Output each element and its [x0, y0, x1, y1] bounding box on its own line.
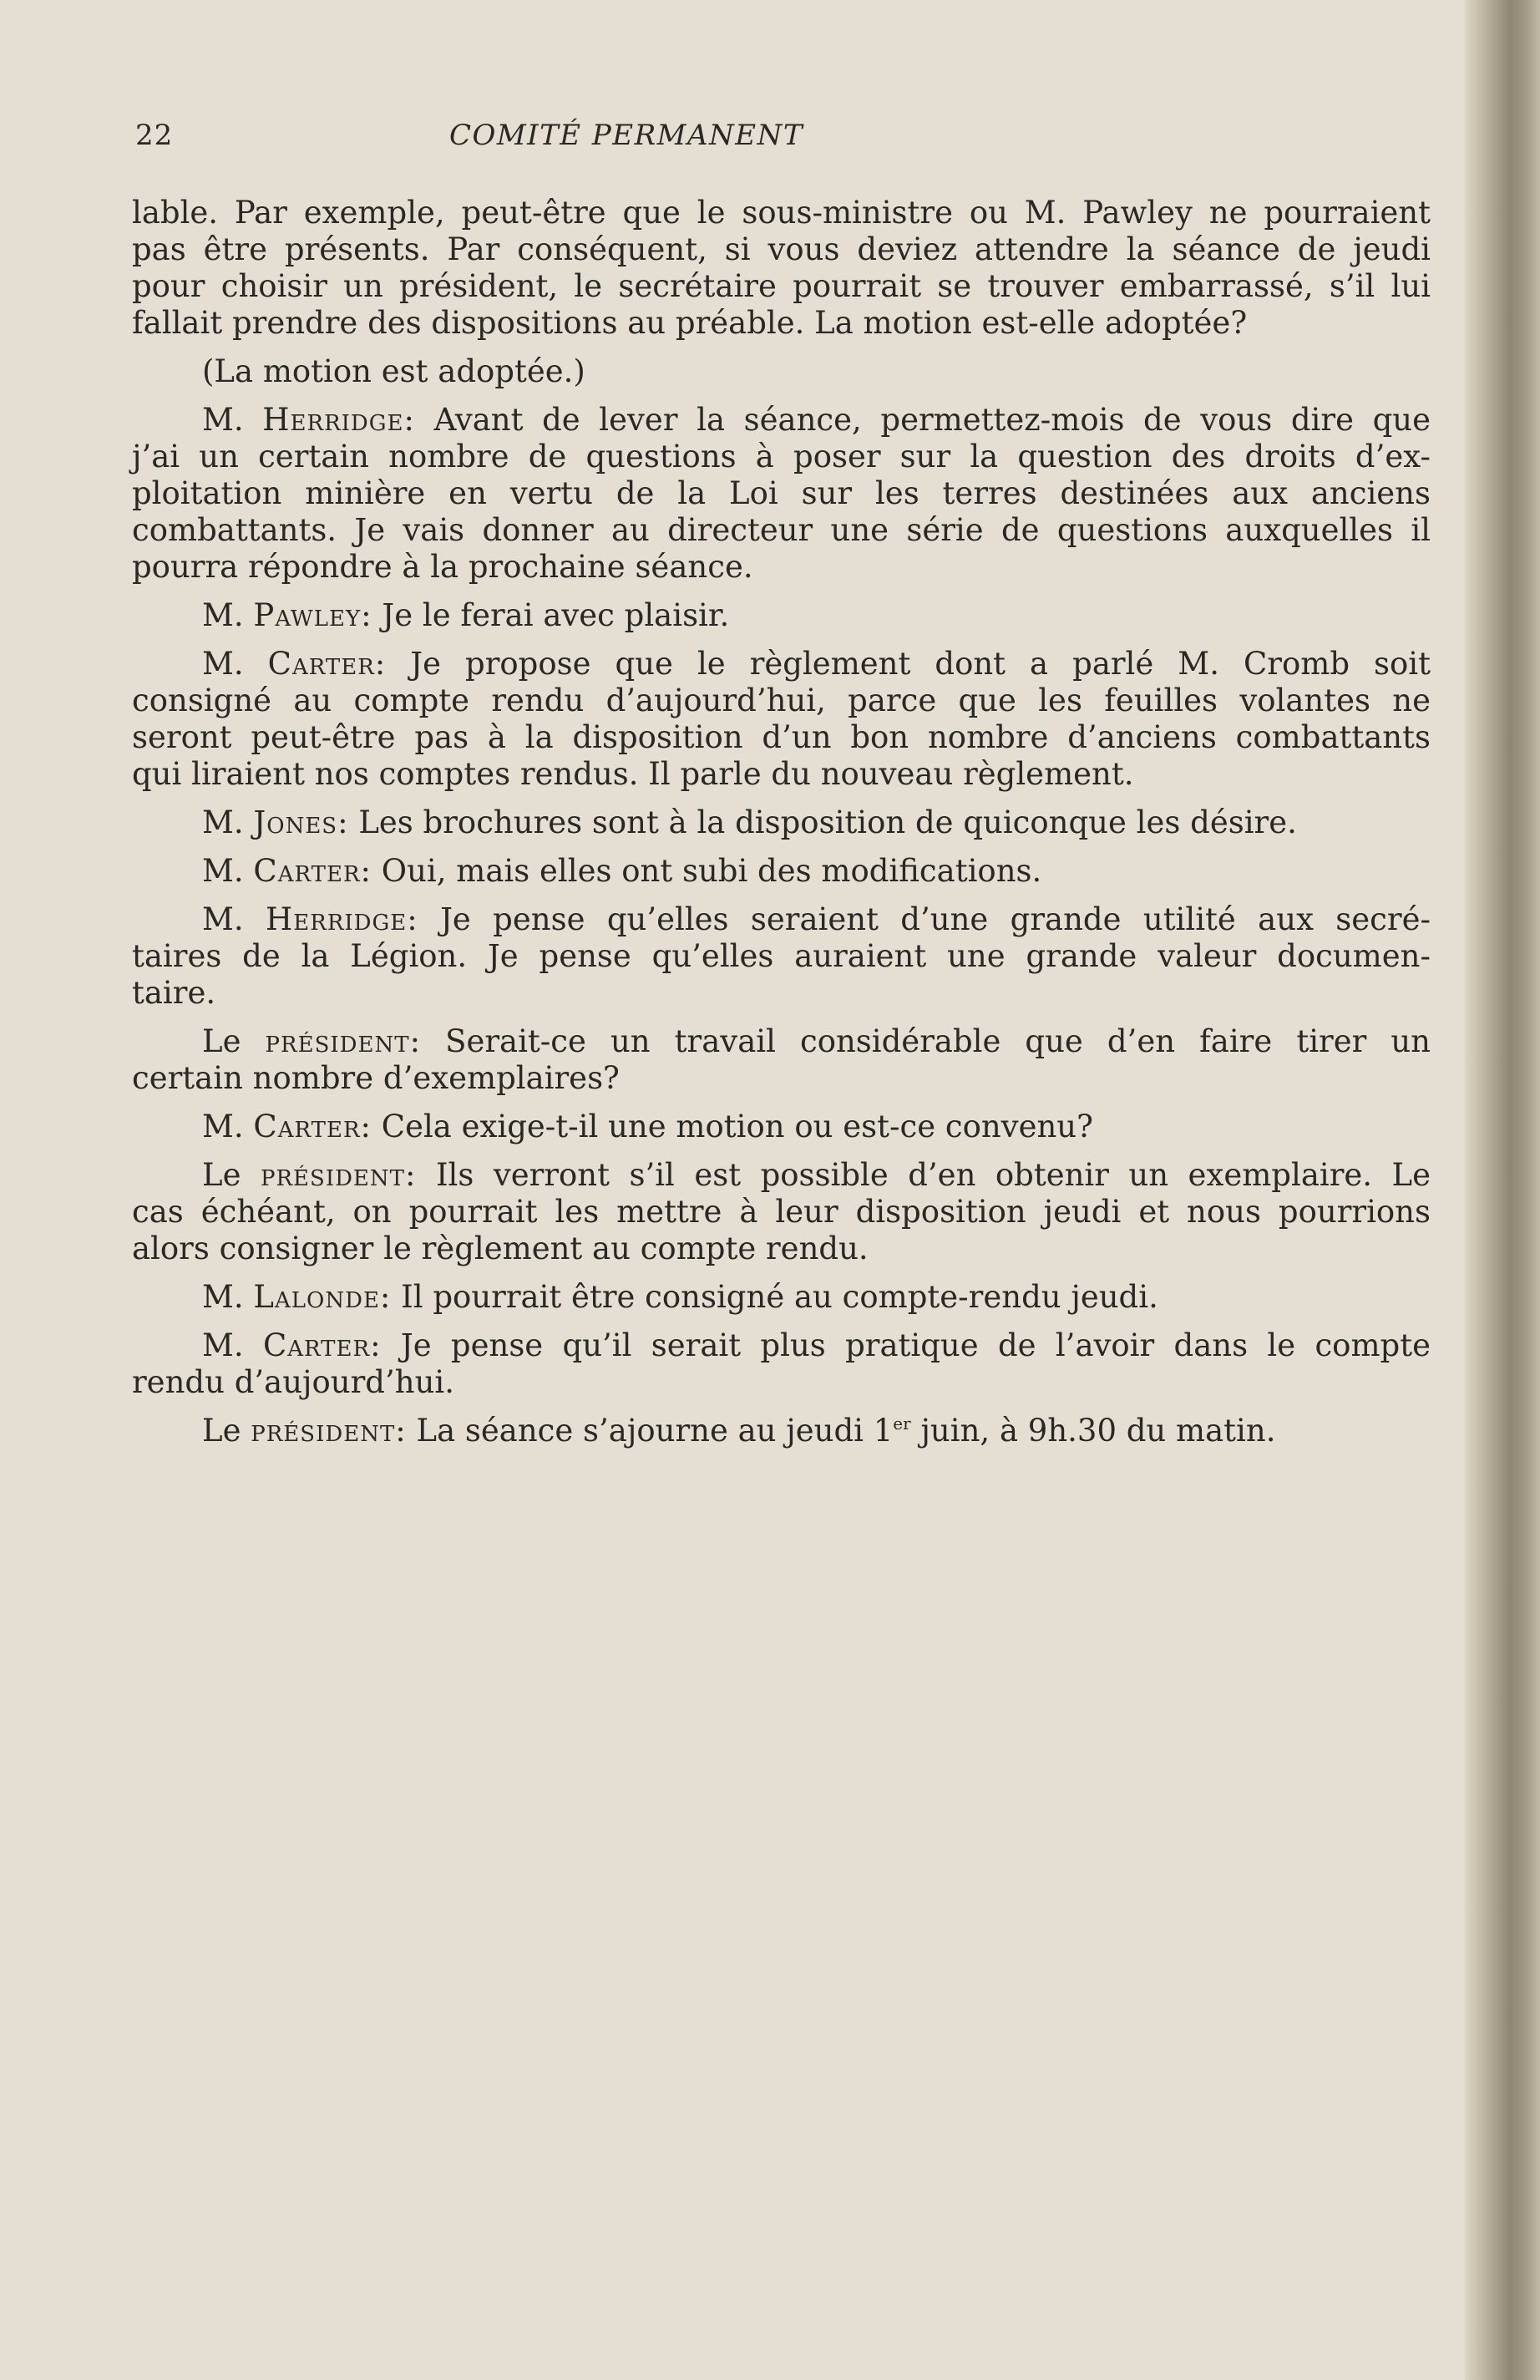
speech-herridge-1 [132, 402, 1431, 586]
text-line: fallait prendre des dispositions au préable. La motion est-elle adoptée? [132, 305, 1248, 341]
paragraph [132, 195, 1431, 342]
speaker-name: Herridge: [262, 402, 415, 438]
speaker-prefix: Le [202, 1023, 266, 1059]
text-line: rendu d’aujourd’hui. [132, 1364, 454, 1400]
speaker-prefix: M. [202, 1279, 254, 1315]
speech-jones [132, 804, 1431, 841]
speech-carter-3 [132, 1109, 1431, 1145]
speech-president-2 [132, 1157, 1431, 1267]
speech-herridge-2 [132, 901, 1431, 1012]
speaker-name: Carter: [253, 1109, 372, 1144]
text-line: M. Jones: Les brochures sont à la disposition de quiconque les désire. [202, 804, 1297, 840]
speech-president-3 [132, 1413, 1431, 1449]
speaker-name: président: [265, 1023, 422, 1059]
speaker-prefix: M. [202, 1327, 263, 1363]
text-line: consigné au compte rendu d’aujourd’hui, parce que les feuilles volantes ne [132, 683, 1431, 718]
speaker-prefix: M. [202, 402, 263, 438]
text-line: M. Carter: Je pense qu’il serait plus pratique de l’avoir dans le compte [202, 1327, 1431, 1363]
speech-president-1 [132, 1023, 1431, 1097]
text-line: seront peut-être pas à la disposition d’un bon nombre d’anciens combattants [132, 719, 1431, 755]
text-line: Le président: Serait-ce un travail considérable que d’en faire tirer un [202, 1023, 1431, 1059]
page-number: 22 [135, 119, 174, 152]
text-line: pas être présents. Par conséquent, si vous deviez attendre la séance de jeudi [132, 231, 1431, 267]
speaker-prefix: M. [202, 646, 268, 682]
text-line: certain nombre d’exemplaires? [132, 1060, 620, 1096]
speaker-name: Jones: [253, 804, 349, 840]
text-line: M. Pawley: Je le ferai avec plaisir. [202, 597, 730, 633]
text-line: M. Lalonde: Il pourrait être consigné au compte-rendu jeudi. [202, 1279, 1158, 1315]
speaker-prefix: M. [202, 853, 254, 889]
superscript: er [893, 1413, 911, 1434]
speech-pawley [132, 597, 1431, 634]
speaker-name: président: [260, 1157, 417, 1193]
text-line: lable. Par exemple, peut-être que le sous-ministre ou M. Pawley ne pourraient [132, 195, 1431, 231]
text-line: alors consigner le règlement au compte rendu. [132, 1231, 869, 1266]
body-text [132, 195, 1431, 1461]
text-line: M. Carter: Je propose que le règlement dont a parlé M. Cromb soit [202, 646, 1431, 682]
speaker-name: Carter: [267, 646, 387, 682]
speaker-prefix: M. [202, 597, 254, 633]
speaker-prefix: M. [202, 804, 254, 840]
text-line: j’ai un certain nombre de questions à poser sur la question des droits d’ex- [132, 439, 1431, 474]
text-line: qui liraient nos comptes rendus. Il parle du nouveau règlement. [132, 756, 1134, 792]
text-line: (La motion est adoptée.) [202, 353, 585, 389]
paragraph [132, 353, 1431, 390]
speaker-name: Lalonde: [253, 1279, 392, 1315]
text-line: M. Herridge: Je pense qu’elles seraient d’une grande utilité aux secré- [202, 901, 1431, 937]
speaker-name: Carter: [262, 1327, 382, 1363]
text-line: cas échéant, on pourrait les mettre à leur disposition jeudi et nous pourrions [132, 1194, 1431, 1230]
text-line: M. Herridge: Avant de lever la séance, permettez-mois de vous dire que [202, 402, 1431, 438]
text-line: M. Carter: Cela exige-t-il une motion ou est-ce convenu? [202, 1109, 1093, 1144]
text-line: ploitation minière en vertu de la Loi sur les terres destinées aux anciens [132, 475, 1431, 511]
text-line: M. Carter: Oui, mais elles ont subi des modifications. [202, 853, 1042, 889]
speech-carter-2 [132, 853, 1431, 890]
book-binding-edge [1465, 0, 1540, 2380]
speaker-name: Herridge: [266, 901, 418, 937]
speaker-name: Pawley: [253, 597, 372, 633]
running-title: COMITÉ PERMANENT [448, 119, 804, 152]
speaker-name: Carter: [253, 853, 372, 889]
text-line: pour choisir un président, le secrétaire pourrait se trouver embarrassé, s’il lui [132, 268, 1431, 304]
speaker-name: président: [251, 1413, 407, 1449]
text-line: Le président: La séance s’ajourne au jeudi 1er juin, à 9h.30 du matin. [202, 1413, 1276, 1449]
speech-carter-1 [132, 646, 1431, 793]
speaker-prefix: M. [202, 901, 266, 937]
speech-carter-4 [132, 1327, 1431, 1401]
speech-lalonde [132, 1279, 1431, 1316]
text-line: Le président: Ils verront s’il est possible d’en obtenir un exemplaire. Le [202, 1157, 1431, 1193]
text-line: taires de la Légion. Je pense qu’elles auraient une grande valeur documen- [132, 938, 1431, 974]
speaker-prefix: Le [202, 1413, 251, 1449]
text-line: taire. [132, 975, 216, 1011]
text-line: pourra répondre à la prochaine séance. [132, 549, 753, 585]
text-line: combattants. Je vais donner au directeur une série de questions auxquelles il [132, 512, 1431, 548]
speaker-prefix: M. [202, 1109, 254, 1144]
speaker-prefix: Le [202, 1157, 261, 1193]
